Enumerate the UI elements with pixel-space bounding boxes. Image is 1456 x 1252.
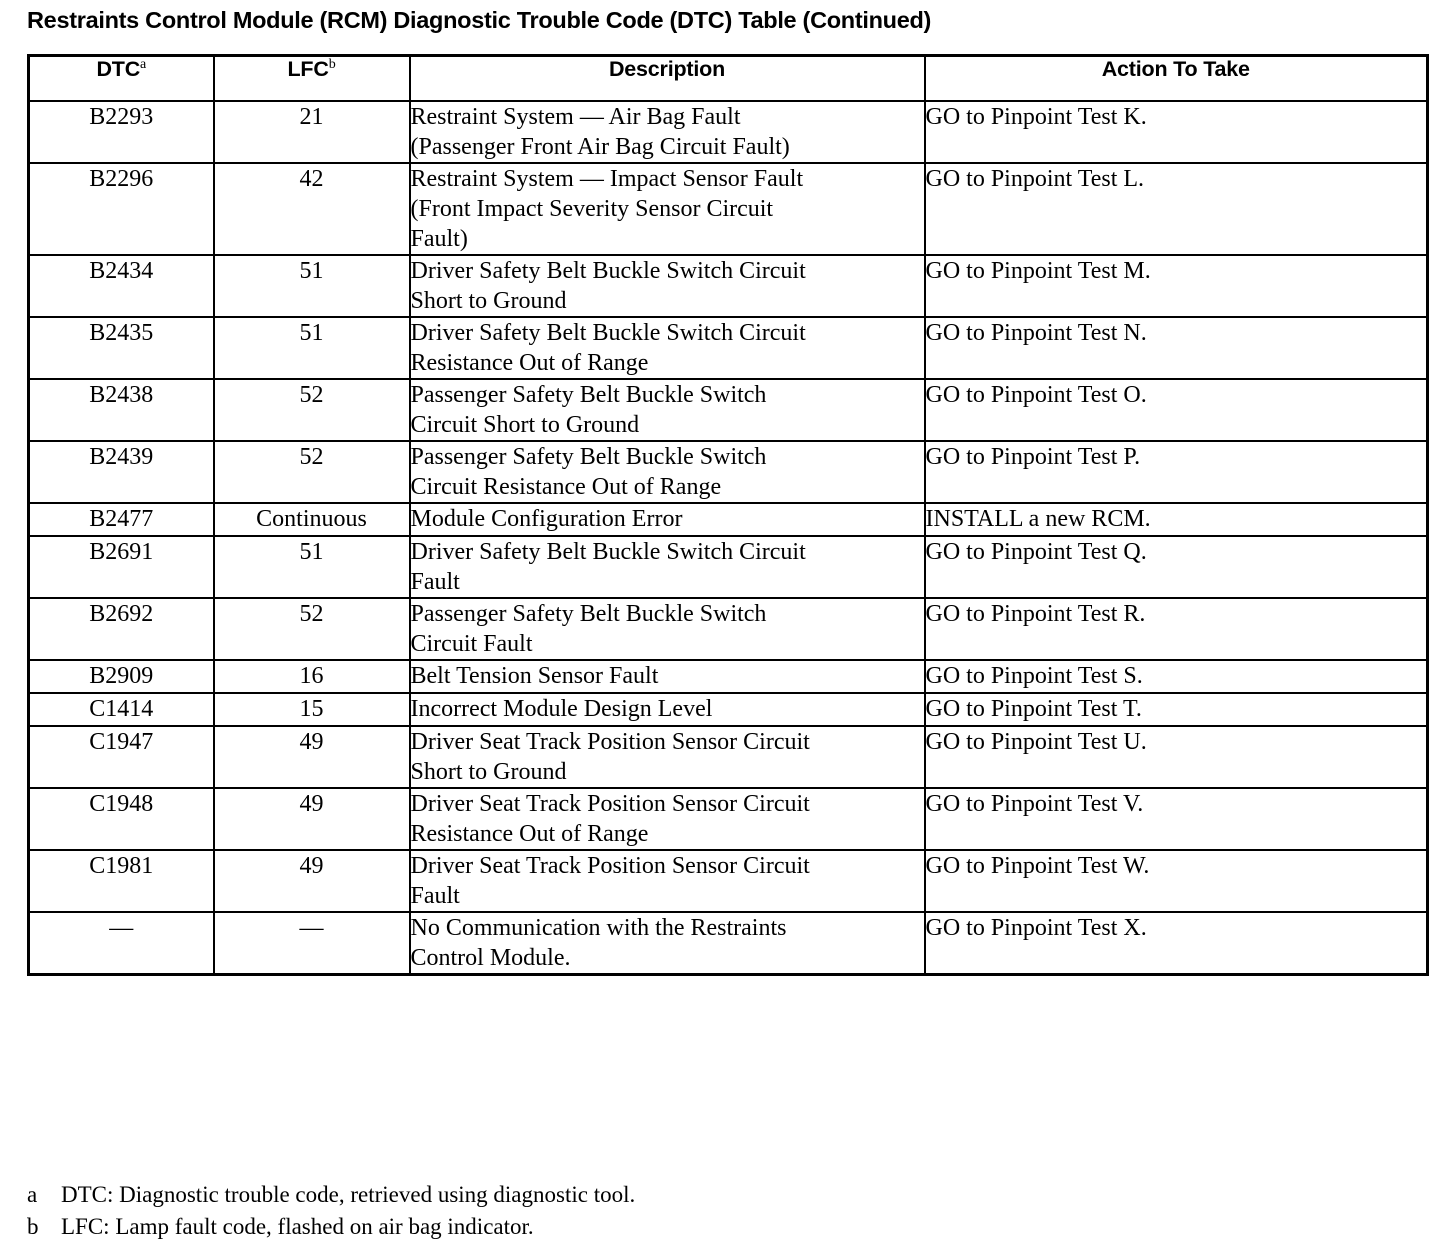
cell-description <box>410 912 925 975</box>
cell-dtc: B2692 <box>29 598 214 660</box>
cell-action: GO to Pinpoint Test U. <box>925 726 1428 788</box>
cell-dtc: C1414 <box>29 693 214 726</box>
table-body <box>29 101 1428 975</box>
footnote-item <box>27 1179 1227 1211</box>
cell-lfc: 51 <box>214 317 410 379</box>
description-line: Module Configuration Error <box>410 506 683 532</box>
cell-dtc: B2296 <box>29 163 214 255</box>
cell-description <box>410 503 925 536</box>
description-line: Resistance Out of Range <box>410 350 649 376</box>
table-header <box>29 56 1428 102</box>
cell-dtc: B2293 <box>29 101 214 163</box>
description-line: Restraint System — Air Bag Fault <box>410 104 741 130</box>
table-row <box>29 788 1428 850</box>
description-line: (Front Impact Severity Sensor Circuit <box>410 196 774 222</box>
description-line: Driver Seat Track Position Sensor Circuit <box>410 729 810 755</box>
dtc-table <box>27 54 1429 976</box>
description-line: Fault <box>410 569 460 595</box>
cell-lfc: 16 <box>214 660 410 693</box>
cell-action: GO to Pinpoint Test R. <box>925 598 1428 660</box>
cell-description <box>410 163 925 255</box>
table-row <box>29 317 1428 379</box>
cell-action: GO to Pinpoint Test T. <box>925 693 1428 726</box>
column-header-description: Description <box>410 56 925 102</box>
description-line: Driver Seat Track Position Sensor Circuit <box>410 853 810 879</box>
description-line: Circuit Short to Ground <box>410 412 640 438</box>
description-line: Incorrect Module Design Level <box>410 696 713 722</box>
cell-description <box>410 536 925 598</box>
footnote-marker: b <box>27 1214 39 1239</box>
cell-action: GO to Pinpoint Test M. <box>925 255 1428 317</box>
cell-lfc: 21 <box>214 101 410 163</box>
table-row <box>29 101 1428 163</box>
description-line: Driver Safety Belt Buckle Switch Circuit <box>410 258 806 284</box>
table-row <box>29 379 1428 441</box>
table-row <box>29 598 1428 660</box>
cell-lfc: 42 <box>214 163 410 255</box>
cell-action: GO to Pinpoint Test W. <box>925 850 1428 912</box>
table-header-row <box>29 56 1428 102</box>
page-title: Restraints Control Module (RCM) Diagnostic Trouble Code (DTC) Table (Continued) <box>27 7 932 33</box>
cell-description <box>410 317 925 379</box>
cell-lfc: 15 <box>214 693 410 726</box>
description-line: Passenger Safety Belt Buckle Switch <box>410 444 767 470</box>
cell-lfc: 49 <box>214 850 410 912</box>
footnote-marker: a <box>27 1182 38 1207</box>
description-line: Control Module. <box>410 945 571 971</box>
footnotes <box>27 1179 1227 1243</box>
cell-action: GO to Pinpoint Test X. <box>925 912 1428 975</box>
description-line: Resistance Out of Range <box>410 821 649 847</box>
cell-action: GO to Pinpoint Test O. <box>925 379 1428 441</box>
table-row <box>29 503 1428 536</box>
cell-dtc: C1981 <box>29 850 214 912</box>
footnote-text: LFC: Lamp fault code, flashed on air bag indicator. <box>61 1214 534 1239</box>
cell-description <box>410 788 925 850</box>
cell-lfc: 52 <box>214 598 410 660</box>
footnote-ref-b: b <box>328 56 336 72</box>
description-line: Circuit Resistance Out of Range <box>410 474 722 500</box>
column-header-lfc-label: LFC <box>287 57 329 81</box>
cell-description <box>410 850 925 912</box>
cell-lfc: 49 <box>214 788 410 850</box>
description-line: Driver Safety Belt Buckle Switch Circuit <box>410 320 806 346</box>
column-header-action: Action To Take <box>925 56 1428 102</box>
cell-action: INSTALL a new RCM. <box>925 503 1428 536</box>
table-row <box>29 850 1428 912</box>
table-row <box>29 441 1428 503</box>
cell-dtc: B2909 <box>29 660 214 693</box>
cell-dtc: — <box>29 912 214 975</box>
table-row <box>29 536 1428 598</box>
cell-action: GO to Pinpoint Test P. <box>925 441 1428 503</box>
cell-lfc: 49 <box>214 726 410 788</box>
table-row <box>29 726 1428 788</box>
cell-action: GO to Pinpoint Test L. <box>925 163 1428 255</box>
description-line: Passenger Safety Belt Buckle Switch <box>410 601 767 627</box>
cell-dtc: B2438 <box>29 379 214 441</box>
column-header-dtc-label: DTC <box>96 57 141 81</box>
cell-action: GO to Pinpoint Test N. <box>925 317 1428 379</box>
cell-dtc: B2439 <box>29 441 214 503</box>
description-line: Driver Safety Belt Buckle Switch Circuit <box>410 539 806 565</box>
description-line: No Communication with the Restraints <box>410 915 787 941</box>
description-line: Short to Ground <box>410 759 567 785</box>
cell-dtc: B2435 <box>29 317 214 379</box>
cell-description <box>410 255 925 317</box>
description-line: Fault <box>410 883 460 909</box>
cell-description <box>410 101 925 163</box>
description-line: Driver Seat Track Position Sensor Circuit <box>410 791 810 817</box>
column-header-lfc <box>214 56 410 102</box>
description-line: Fault) <box>410 226 468 252</box>
cell-action: GO to Pinpoint Test K. <box>925 101 1428 163</box>
cell-description <box>410 441 925 503</box>
cell-dtc: B2434 <box>29 255 214 317</box>
cell-lfc: Continuous <box>214 503 410 536</box>
footnote-text: DTC: Diagnostic trouble code, retrieved using diagnostic tool. <box>61 1182 636 1207</box>
cell-dtc: B2477 <box>29 503 214 536</box>
table-row <box>29 163 1428 255</box>
cell-lfc: 52 <box>214 379 410 441</box>
cell-description <box>410 598 925 660</box>
description-line: Restraint System — Impact Sensor Fault <box>410 166 804 192</box>
cell-action: GO to Pinpoint Test S. <box>925 660 1428 693</box>
cell-lfc: 51 <box>214 255 410 317</box>
table-row <box>29 693 1428 726</box>
footnote-item <box>27 1211 1227 1243</box>
table-row <box>29 255 1428 317</box>
cell-action: GO to Pinpoint Test Q. <box>925 536 1428 598</box>
description-line: Circuit Fault <box>410 631 533 657</box>
cell-action: GO to Pinpoint Test V. <box>925 788 1428 850</box>
cell-dtc: B2691 <box>29 536 214 598</box>
description-line: Passenger Safety Belt Buckle Switch <box>410 382 767 408</box>
description-line: Short to Ground <box>410 288 567 314</box>
table-row <box>29 660 1428 693</box>
table-row <box>29 912 1428 975</box>
cell-description <box>410 379 925 441</box>
cell-description <box>410 660 925 693</box>
cell-lfc: 52 <box>214 441 410 503</box>
description-line: (Passenger Front Air Bag Circuit Fault) <box>410 134 790 160</box>
cell-lfc: 51 <box>214 536 410 598</box>
cell-lfc: — <box>214 912 410 975</box>
cell-dtc: C1947 <box>29 726 214 788</box>
cell-dtc: C1948 <box>29 788 214 850</box>
footnote-ref-a: a <box>140 56 147 72</box>
column-header-dtc <box>29 56 214 102</box>
description-line: Belt Tension Sensor Fault <box>410 663 659 689</box>
cell-description <box>410 726 925 788</box>
cell-description <box>410 693 925 726</box>
